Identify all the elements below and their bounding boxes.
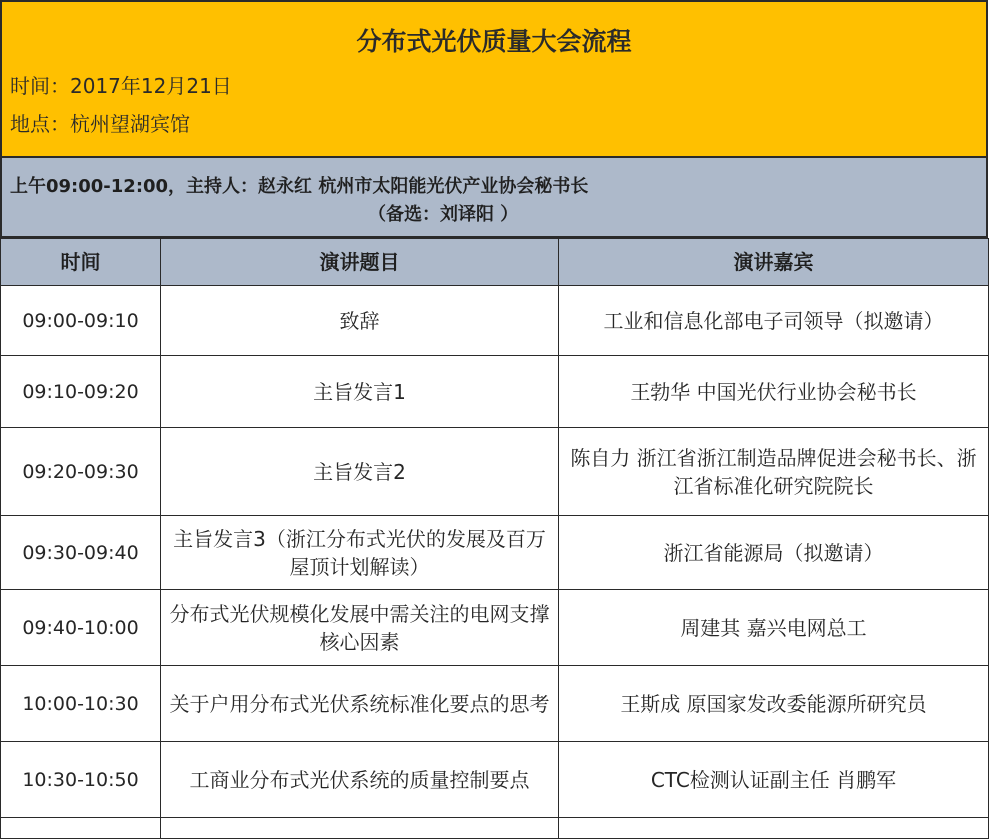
cell-empty <box>161 818 559 839</box>
cell-topic: 主旨发言3（浙江分布式光伏的发展及百万屋顶计划解读） <box>161 516 559 590</box>
cell-topic: 主旨发言1 <box>161 356 559 428</box>
schedule-table <box>0 238 989 839</box>
session-host: 上午09:00-12:00，主持人：赵永红 杭州市太阳能光伏产业协会秘书长 <box>10 176 589 197</box>
cell-topic: 分布式光伏规模化发展中需关注的电网支撑核心因素 <box>161 590 559 666</box>
cell-time: 10:30-10:50 <box>1 742 161 818</box>
cell-speaker: 工业和信息化部电子司领导（拟邀请） <box>559 286 989 356</box>
cell-empty <box>1 818 161 839</box>
cell-topic: 主旨发言2 <box>161 428 559 516</box>
cell-time: 09:30-09:40 <box>1 516 161 590</box>
cell-time: 09:20-09:30 <box>1 428 161 516</box>
table-row <box>1 356 989 428</box>
column-header-speaker: 演讲嘉宾 <box>559 239 989 286</box>
cell-time: 09:10-09:20 <box>1 356 161 428</box>
cell-time: 10:00-10:30 <box>1 666 161 742</box>
event-time: 时间：2017年12月21日 <box>10 74 232 98</box>
cell-speaker: 陈自力 浙江省浙江制造品牌促进会秘书长、浙江省标准化研究院院长 <box>559 428 989 516</box>
cell-topic: 工商业分布式光伏系统的质量控制要点 <box>161 742 559 818</box>
table-header-row <box>1 239 989 286</box>
cell-time: 09:00-09:10 <box>1 286 161 356</box>
cell-topic: 致辞 <box>161 286 559 356</box>
agenda-header <box>0 0 988 158</box>
cell-speaker: 周建其 嘉兴电网总工 <box>559 590 989 666</box>
table-row <box>1 742 989 818</box>
session-banner <box>0 158 988 238</box>
cell-speaker: 浙江省能源局（拟邀请） <box>559 516 989 590</box>
table-row <box>1 286 989 356</box>
cell-speaker: 王斯成 原国家发改委能源所研究员 <box>559 666 989 742</box>
cell-speaker: CTC检测认证副主任 肖鹏军 <box>559 742 989 818</box>
column-header-topic: 演讲题目 <box>161 239 559 286</box>
event-location: 地点：杭州望湖宾馆 <box>10 112 190 136</box>
page-title: 分布式光伏质量大会流程 <box>356 27 632 56</box>
table-row <box>1 428 989 516</box>
cell-empty <box>559 818 989 839</box>
cell-topic: 关于户用分布式光伏系统标准化要点的思考 <box>161 666 559 742</box>
cell-time: 09:40-10:00 <box>1 590 161 666</box>
column-header-time: 时间 <box>1 239 161 286</box>
table-row-partial <box>1 818 989 839</box>
table-row <box>1 590 989 666</box>
table-row <box>1 666 989 742</box>
session-alternate-host: （备选：刘译阳 ） <box>368 204 519 225</box>
table-row <box>1 516 989 590</box>
cell-speaker: 王勃华 中国光伏行业协会秘书长 <box>559 356 989 428</box>
